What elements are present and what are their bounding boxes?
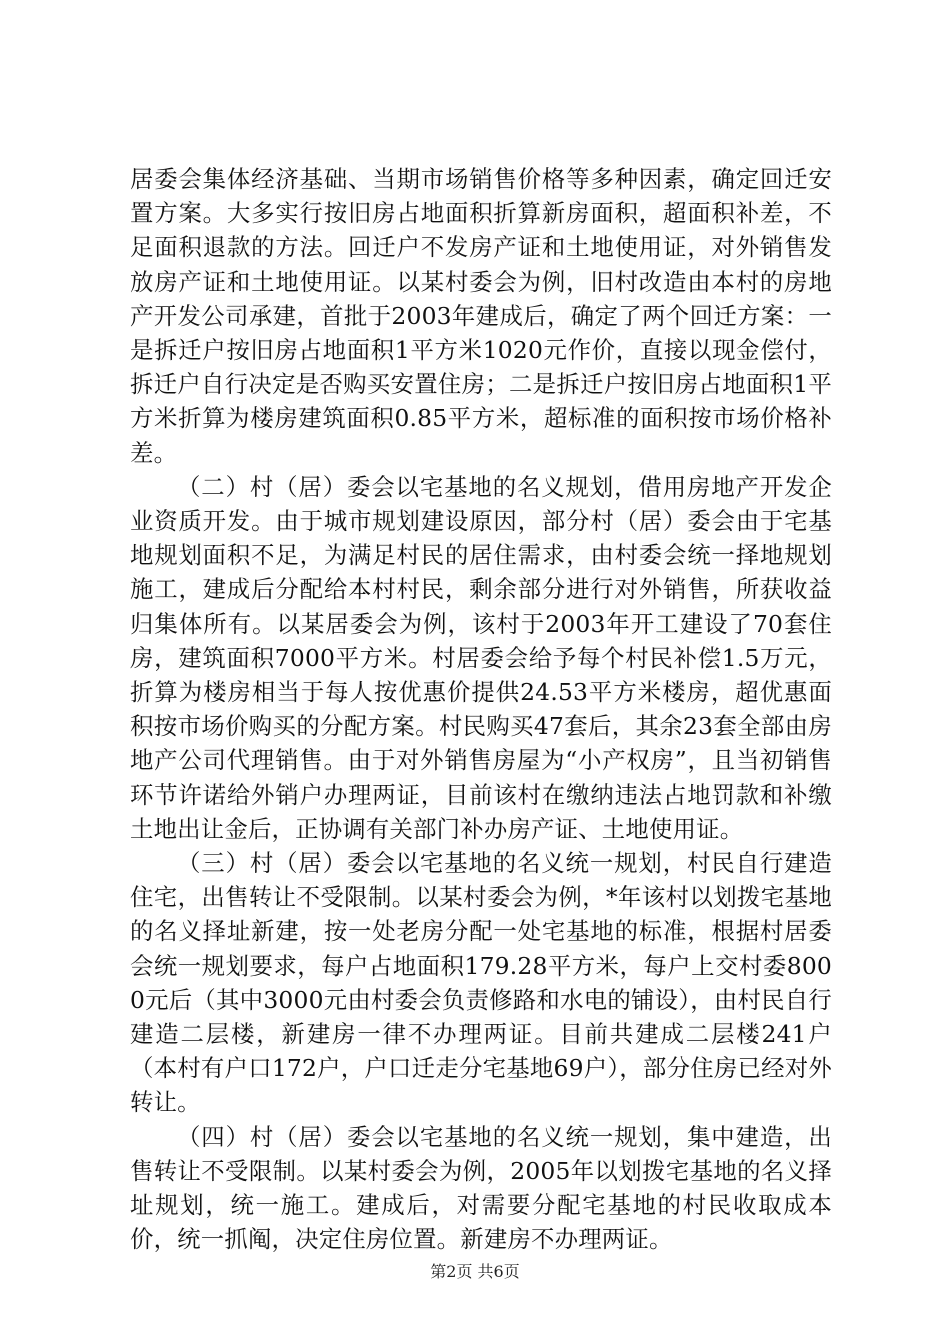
document-body: [130, 162, 832, 1257]
paragraph-1: 居委会集体经济基础、当期市场销售价格等多种因素，确定回迁安置方案。大多实行按旧房占地面积折算新房面积，超面积补差，不足面积退款的方法。回迁户不发房产证和土地使用证，对外销售发放房产证和土地使用证。以某村委会为例，旧村改造由本村的房地产开发公司承建，首批于2003年建成后，确定了两个回迁方案：一是拆迁户按旧房占地面积1平方米1020元作价，直接以现金偿付，拆迁户自行决定是否购买安置住房；二是拆迁户按旧房占地面积1平方米折算为楼房建筑面积0.85平方米，超标准的面积按市场价格补差。: [130, 165, 832, 467]
paragraph-4: （四）村（居）委会以宅基地的名义统一规划，集中建造，出售转让不受限制。以某村委会为例，2005年以划拨宅基地的名义择址规划，统一施工。建成后，对需要分配宅基地的村民收取成本价，统一抓阄，决定住房位置。新建房不办理两证。: [130, 1122, 832, 1254]
paragraph-3: （三）村（居）委会以宅基地的名义统一规划，村民自行建造住宅，出售转让不受限制。以某村委会为例，*年该村以划拨宅基地的名义择址新建，按一处老房分配一处宅基地的标准，根据村居委会统一规划要求，每户占地面积179.28平方米，每户上交村委8000元后（其中3000元由村委会负责修路和水电的铺设），由村民自行建造二层楼，新建房一律不办理两证。目前共建成二层楼241户（本村有户口172户，户口迁走分宅基地69户），部分住房已经对外转让。: [130, 849, 832, 1117]
page-footer: 第2页 共6页: [430, 1262, 520, 1281]
paragraph-2: （二）村（居）委会以宅基地的名义规划，借用房地产开发企业资质开发。由于城市规划建设原因，部分村（居）委会由于宅基地规划面积不足，为满足村民的居住需求，由村委会统一择地规划施工，建成后分配给本村村民，剩余部分进行对外销售，所获收益归集体所有。以某居委会为例，该村于2003年开工建设了70套住房，建筑面积7000平方米。村居委会给予每个村民补偿1.5万元，折算为楼房相当于每人按优惠价提供24.53平方米楼房，超优惠面积按市场价购买的分配方案。村民购买47套后，其余23套全部由房地产公司代理销售。由于对外销售房屋为“小产权房”，且当初销售环节许诺给外销户办理两证，目前该村在缴纳违法占地罚款和补缴土地出让金后，正协调有关部门补办房产证、土地使用证。: [130, 472, 832, 843]
